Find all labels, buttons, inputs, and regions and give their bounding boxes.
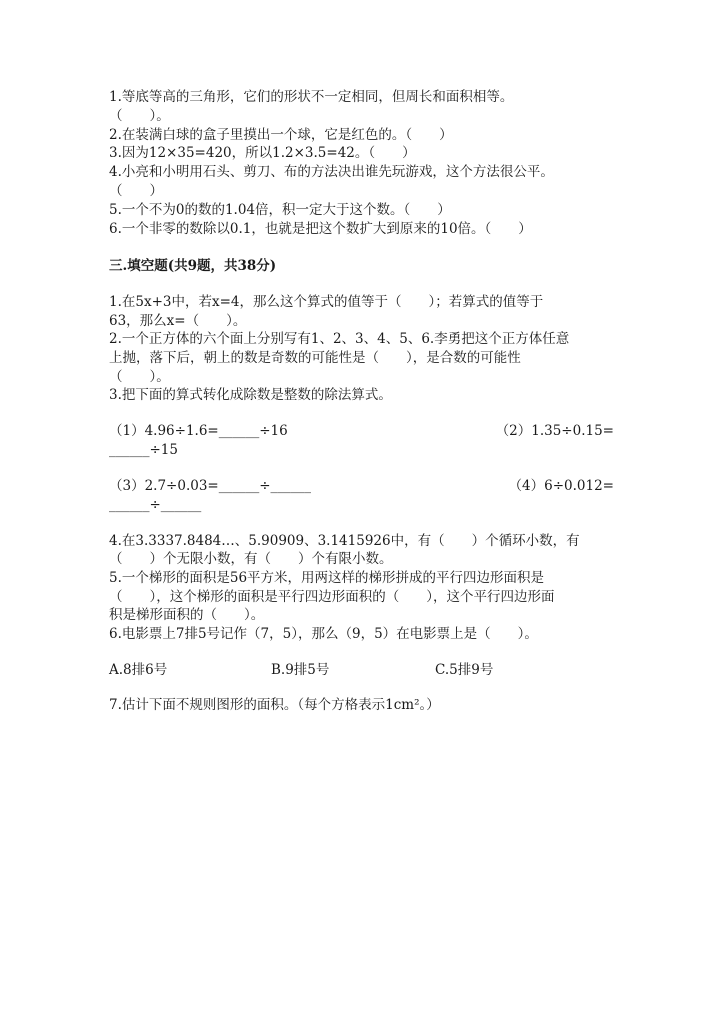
fill-q3-row1	[109, 422, 614, 441]
option-c: C.5排9号	[435, 662, 494, 678]
judge-q6: 6.一个非零的数除以0.1，也就是把这个数扩大到原来的10倍。（ ）	[109, 221, 532, 237]
fill-q3-sub4-a: （4）6÷0.012=	[508, 478, 614, 494]
fill-q4-line2: （ ）个无限小数，有（ ）个有限小数。	[109, 551, 393, 567]
fill-q3: 3.把下面的算式转化成除数是整数的除法算式。	[109, 387, 392, 403]
option-b: B.9排5号	[271, 662, 330, 678]
fill-q4-line1: 4.在3.3337.8484…、5.90909、3.1415926中，有（ ）个循环小数，有	[109, 533, 580, 549]
judge-q1-line2: （ ）。	[109, 108, 170, 124]
fill-q3-sub2-a: （2）1.35÷0.15=	[495, 423, 614, 439]
judge-q1-line1: 1.等底等高的三角形，它们的形状不一定相同，但周长和面积相等。	[109, 89, 514, 105]
fill-q5-line3: 积是梯形面积的（ ）。	[109, 607, 265, 623]
judge-q4-line2: （ ）	[109, 183, 163, 199]
fill-q3-sub2-b: ______÷15	[109, 442, 178, 458]
section-heading-fill: 三.填空题(共9题，共38分)	[109, 258, 277, 274]
fill-q5-line2: （ ），这个梯形的面积是平行四边形面积的（ ），这个平行四边形面	[109, 589, 555, 605]
fill-q6: 6.电影票上7排5号记作（7，5），那么（9，5）在电影票上是（ ）。	[109, 626, 538, 642]
fill-q3-sub3: （3）2.7÷0.03=______÷______	[109, 478, 312, 494]
judge-q5: 5.一个不为0的数的1.04倍，积一定大于这个数。（ ）	[109, 202, 451, 218]
fill-q3-sub1: （1）4.96÷1.6=______÷16	[109, 423, 288, 439]
option-a: A.8排6号	[109, 662, 168, 678]
fill-q1-line2: 63，那么x=（ ）。	[109, 313, 247, 329]
judge-q2: 2.在装满白球的盒子里摸出一个球，它是红色的。（ ）	[109, 127, 453, 143]
fill-q1-line1: 1.在5x+3中，若x=4，那么这个算式的值等于（ ）；若算式的值等于	[109, 294, 544, 310]
judge-q3: 3.因为12×35=420，所以1.2×3.5=42。（ ）	[109, 145, 416, 161]
fill-q3-row2	[109, 477, 614, 496]
fill-q5-line1: 5.一个梯形的面积是56平方米，用两这样的梯形拼成的平行四边形面积是	[109, 570, 545, 586]
fill-q3-sub4-b: ______÷______	[109, 497, 202, 513]
fill-q7: 7.估计下面不规则图形的面积。（每个方格表示1cm²。）	[109, 697, 440, 713]
fill-q2-line2: 上抛，落下后，朝上的数是奇数的可能性是（ ），是合数的可能性	[109, 350, 521, 366]
judge-q4-line1: 4.小亮和小明用石头、剪刀、布的方法决出谁先玩游戏，这个方法很公平。	[109, 164, 554, 180]
fill-q2-line3: （ ）。	[109, 369, 170, 385]
fill-q2-line1: 2.一个正方体的六个面上分别写有1、2、3、4、5、6.李勇把这个正方体任意	[109, 331, 570, 347]
